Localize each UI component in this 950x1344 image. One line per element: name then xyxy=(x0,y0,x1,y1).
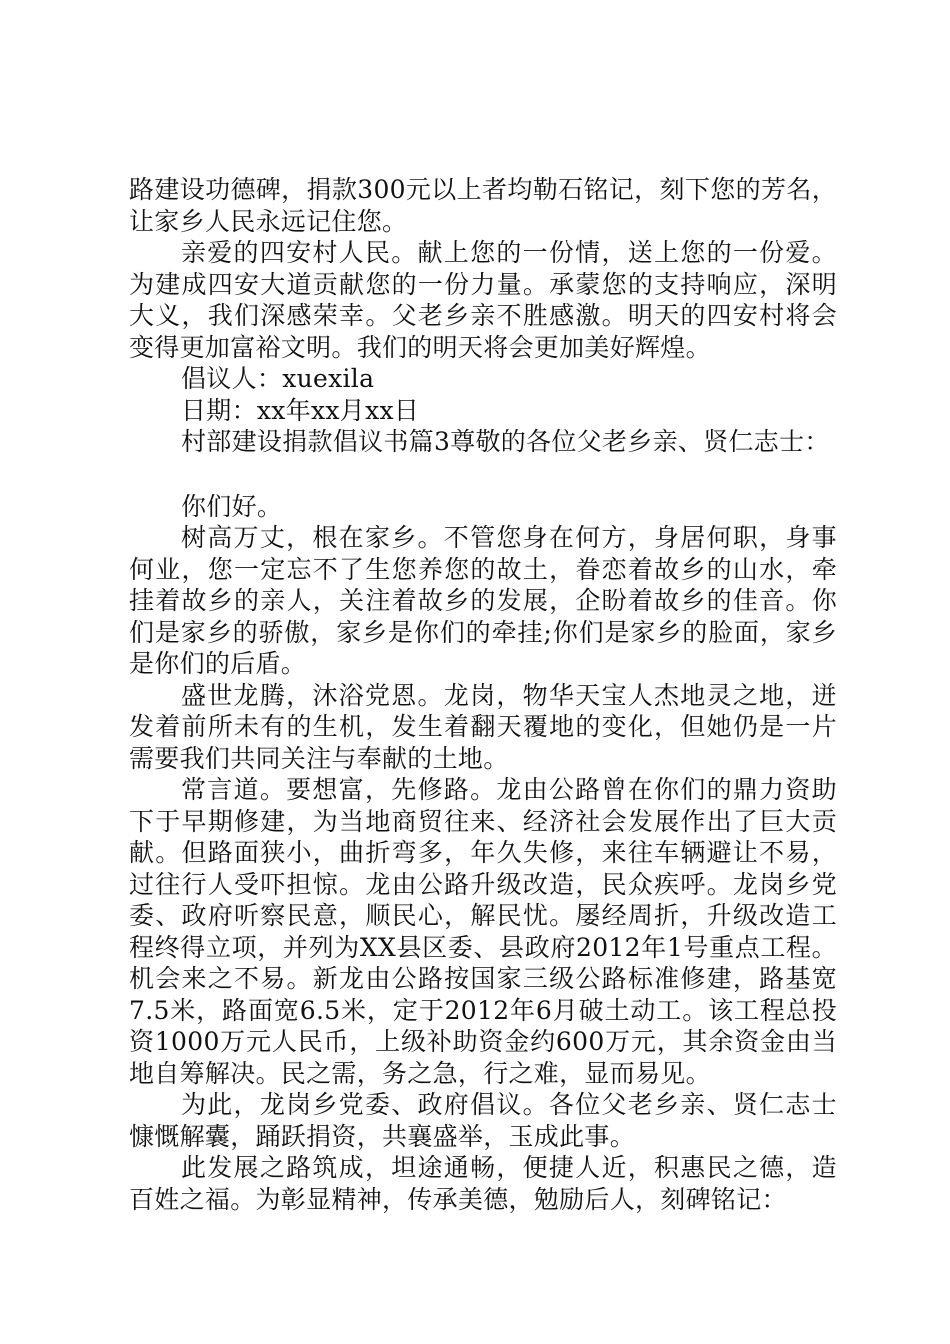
paragraph-continuation: 路建设功德碑，捐款300元以上者均勒石铭记，刻下您的芳名，让家乡人民永远记住您。 xyxy=(129,175,837,236)
greeting: 你们好。 xyxy=(181,491,283,521)
date-line: 日期：xx年xx月xx日 xyxy=(181,395,420,425)
blank-line xyxy=(129,458,837,491)
paragraph: 为此，龙岗乡党委、政府倡议。各位父老乡亲、贤仁志士慷慨解囊，踊跃捐资，共襄盛举，玉成此事。 xyxy=(129,1090,837,1151)
initiator-line: 倡议人：xuexila xyxy=(181,364,375,393)
section-heading: 村部建设捐款倡议书篇3尊敬的各位父老乡亲、贤仁志士： xyxy=(181,427,830,456)
paragraph: 盛世龙腾，沐浴党恩。龙岗，物华天宝人杰地灵之地，迸发着前所未有的生机，发生着翻天覆地的变化，但她仍是一片需要我们共同关注与奉献的土地。 xyxy=(129,680,837,773)
document-page xyxy=(129,174,837,1215)
paragraph: 亲爱的四安村人民。献上您的一份情，送上您的一份爱。为建成四安大道贡献您的一份力量。承蒙您的支持响应，深明大义，我们深感荣幸。父老乡亲不胜感激。明天的四安村将会变得更加富裕文明。我们的明天将会更加美好辉煌。 xyxy=(129,238,837,362)
paragraph: 此发展之路筑成，坦途通畅，便捷人近，积惠民之德，造百姓之福。为彰显精神，传承美德，勉励后人，刻碑铭记： xyxy=(129,1153,837,1214)
paragraph: 常言道。要想富，先修路。龙由公路曾在你们的鼎力资助下于早期修建，为当地商贸往来、经济社会发展作出了巨大贡献。但路面狭小，曲折弯多，年久失修，来往车辆避让不易，过往行人受吓担惊。龙由公路升级改造，民众疾呼。龙岗乡党委、政府听察民意，顺民心，解民忧。屡经周折，升级改造工程终得立项，并列为XX县区委、县政府2012年1号重点工程。机会来之不易。新龙由公路按国家三级公路标准修建，路基宽7.5米，路面宽6.5米，定于2012年6月破土动工。该工程总投资1000万元人民币，上级补助资金约600万元，其余资金由当地自筹解决。民之需，务之急，行之难，显而易见。 xyxy=(129,775,837,1088)
paragraph: 树高万丈，根在家乡。不管您身在何方，身居何职，身事何业，您一定忘不了生您养您的故土，眷恋着故乡的山水，牵挂着故乡的亲人，关注着故乡的发展，企盼着故乡的佳音。你们是家乡的骄傲，家乡是你们的牵挂;你们是家乡的脸面，家乡是你们的后盾。 xyxy=(129,523,837,678)
